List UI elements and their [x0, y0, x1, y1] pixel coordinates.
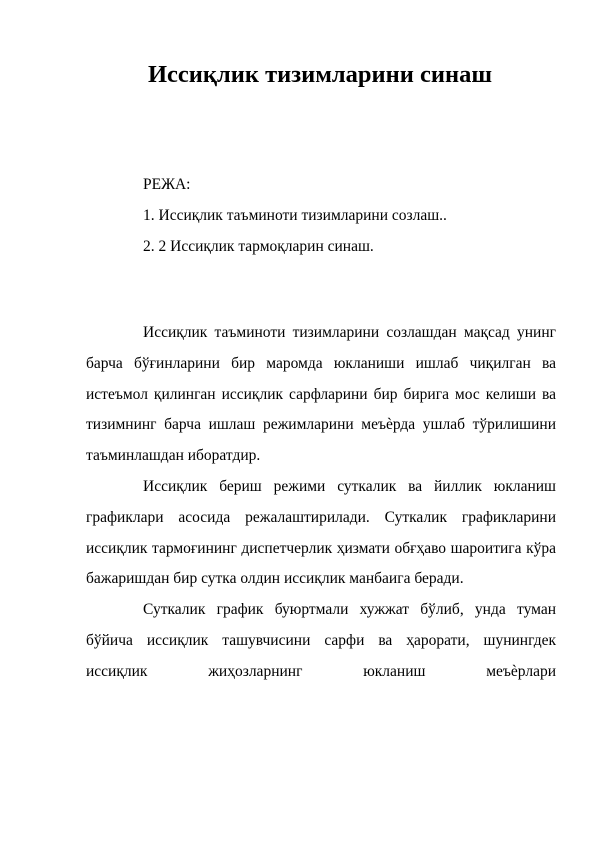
plan-heading: РЕЖА:	[143, 176, 191, 193]
paragraph: Суткалик график буюртмали хужжат бўлиб, унда туман бўйича иссиқлик ташувчисини сарфи ва ҳарорати, шунингдек иссиқлик жиҳозларнинг юкланиш меъѐрлари	[86, 601, 556, 680]
plan-item: 1. Иссиқлик таъминоти тизимларини созлаш..	[143, 207, 447, 224]
plan-section	[143, 169, 447, 262]
body-text	[86, 318, 556, 688]
document-title: Иссиқлик тизимларини синаш	[147, 61, 493, 88]
paragraph: Иссиқлик бериш режими суткалик ва йиллик юкланиш графиклари асосида режалаштирилади. Суткалик графикларини иссиқлик тармоғининг диспетчерлик ҳизмати обғҳаво шароитига кўра бажаришдан бир сутка олдин иссиқлик манбаига беради.	[86, 477, 556, 588]
paragraph: Иссиқлик таъминоти тизимларини созлашдан мақсад унинг барча бўғинларини бир маромда юкланиши ишлаб чиқилган ва истеъмол қилинган иссиқлик сарфларини бир бирига мос келиши ва тизимнинг барча ишлаш режимларини меъѐрда ушлаб тўрилишини таъминлашдан иборатдир.	[86, 324, 556, 465]
plan-item: 2. 2 Иссиқлик тармоқларин синаш.	[143, 238, 374, 255]
